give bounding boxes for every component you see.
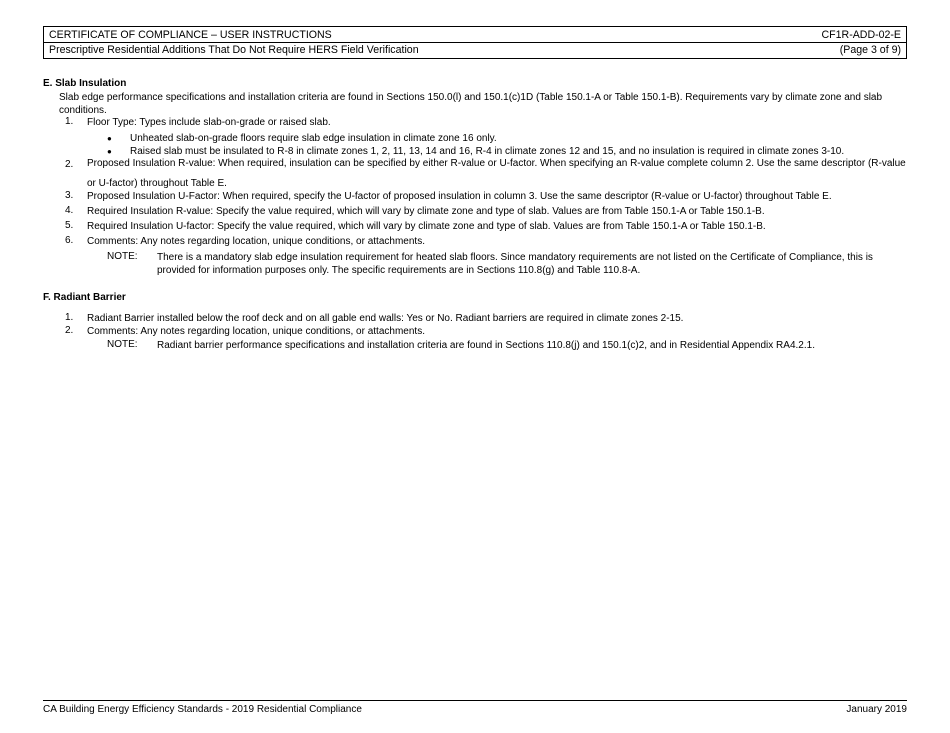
header-row-title	[43, 26, 907, 43]
section-e-bullet-1: Unheated slab-on-grade floors require slab edge insulation in climate zone 16 only.	[130, 133, 497, 144]
section-f-item-2-text: Comments: Any notes regarding location, unique conditions, or attachments.	[87, 326, 425, 337]
form-subtitle: Prescriptive Residential Additions That Do Not Require HERS Field Verification	[49, 44, 419, 56]
footer-divider	[43, 700, 907, 701]
header-row-subtitle	[43, 42, 907, 59]
section-e-item-1-number: 1.	[65, 116, 74, 127]
section-e-item-2-text: Proposed Insulation R-value: When required, insulation can be specified by either R-value or U-factor. When specifying an R-value complete column 2. Use the same descriptor (R-value or U-factor) throughout Table E.	[87, 158, 906, 189]
form-code: CF1R-ADD-02-E	[821, 29, 901, 41]
page-number: (Page 3 of 9)	[839, 44, 901, 56]
section-e-item-6-number: 6.	[65, 235, 74, 246]
section-e-item-3-text: Proposed Insulation U-Factor: When required, specify the U-factor of proposed insulation in column 3. Use the same descriptor (R-value or U-factor) throughout Table E.	[87, 191, 832, 202]
section-f-item-1-number: 1.	[65, 312, 74, 323]
section-e-item-5-text: Required Insulation U-factor: Specify the value required, which will vary by climate zone and type of slab. Values are from Table 150.1-A or Table 150.1-B.	[87, 221, 766, 232]
section-e-item-2-number: 2.	[65, 159, 74, 170]
section-e-item-3-number: 3.	[65, 190, 74, 201]
section-e-item-5-number: 5.	[65, 220, 74, 231]
footer-standards: CA Building Energy Efficiency Standards - 2019 Residential Compliance	[43, 704, 362, 715]
section-f-note-label: NOTE:	[107, 339, 138, 350]
section-e-title: E. Slab Insulation	[43, 78, 127, 89]
section-f-title: F. Radiant Barrier	[43, 292, 126, 303]
section-e-note-text: There is a mandatory slab edge insulation requirement for heated slab floors. Since mandatory requirements are not listed on the Certificate of Compliance, this is provided for information purposes only. The specific requirements are in Sections 110.8(g) and Table 110.8-A.	[157, 252, 873, 276]
form-title: CERTIFICATE OF COMPLIANCE – USER INSTRUCTIONS	[49, 29, 332, 41]
section-e-intro: Slab edge performance specifications and installation criteria are found in Sections 150.0(l) and 150.1(c)1D (Table 150.1-A or Table 150.1-B). Requirements vary by climate zone and slab conditions.	[59, 92, 883, 116]
bullet-icon: ●	[107, 147, 112, 156]
section-f-note-text: Radiant barrier performance specifications and installation criteria are found in Sections 110.8(j) and 150.1(c)2, and in Residential Appendix RA4.2.1.	[157, 340, 815, 351]
section-e-note-label: NOTE:	[107, 251, 138, 262]
section-f-item-2-number: 2.	[65, 325, 74, 336]
section-e-item-6-text: Comments: Any notes regarding location, unique conditions, or attachments.	[87, 236, 425, 247]
section-e-bullet-2: Raised slab must be insulated to R-8 in climate zones 1, 2, 11, 13, 14 and 16, R-4 in climate zones 12 and 15, and no insulation is required in climate zones 3-10.	[130, 146, 845, 157]
section-e-item-1-text: Floor Type: Types include slab-on-grade or raised slab.	[87, 117, 331, 128]
section-e-item-4-number: 4.	[65, 205, 74, 216]
section-f-item-1-text: Radiant Barrier installed below the roof deck and on all gable end walls: Yes or No. Radiant barriers are required in climate zones 2-15.	[87, 313, 684, 324]
bullet-icon: ●	[107, 134, 112, 143]
section-e-item-4-text: Required Insulation R-value: Specify the value required, which will vary by climate zone and type of slab. Values are from Table 150.1-A or Table 150.1-B.	[87, 206, 765, 217]
footer-date: January 2019	[846, 704, 907, 715]
